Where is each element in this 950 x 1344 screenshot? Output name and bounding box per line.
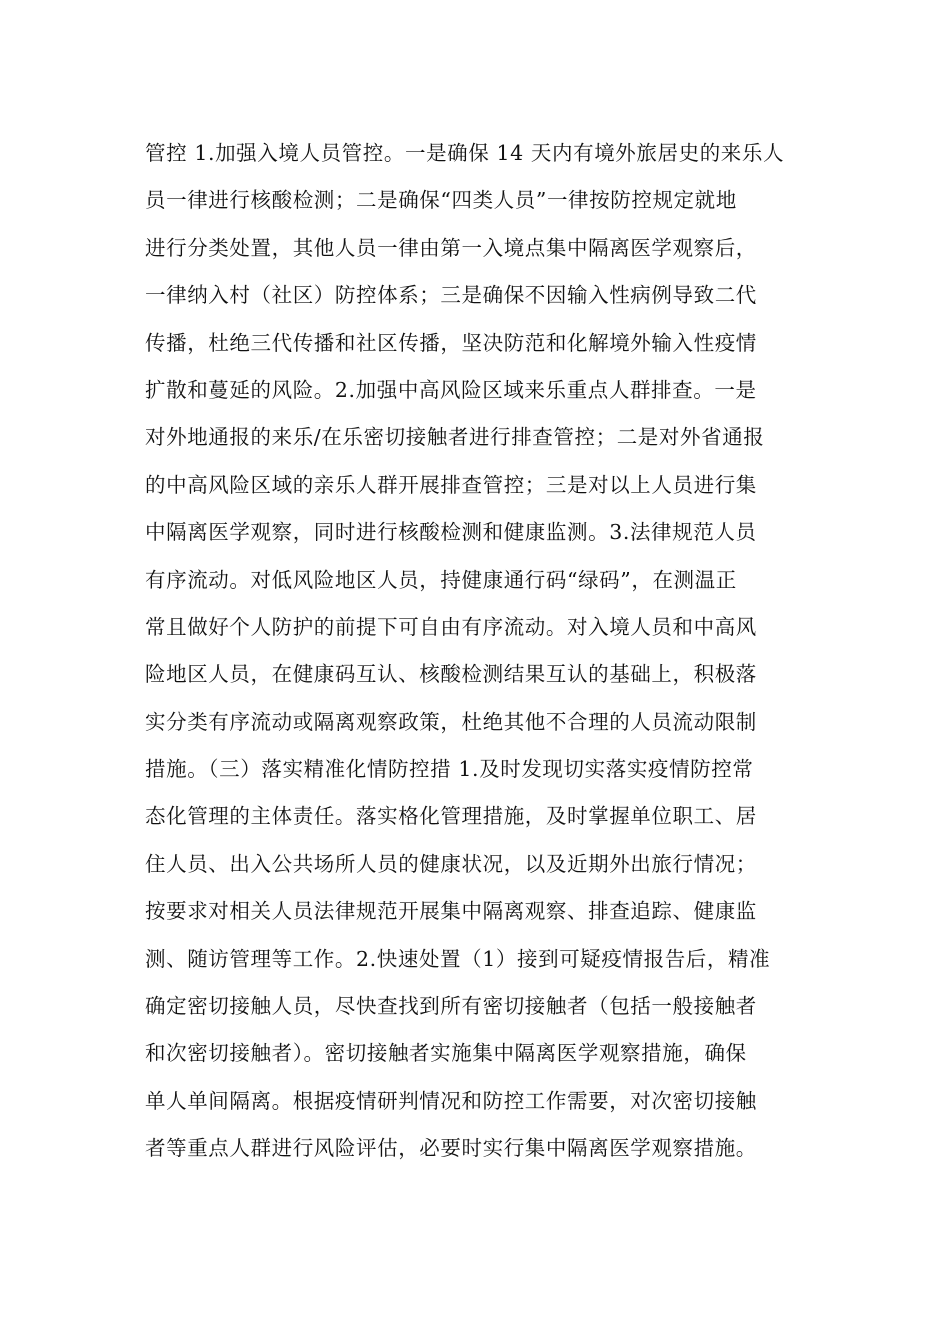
text-line-13: 实分类有序流动或隔离观察政策，杜绝其他不合理的人员流动限制: [145, 709, 757, 734]
text-line-18: 测、随访管理等工作。2.快速处置（1）接到可疑疫情报告后，精准: [145, 946, 771, 971]
text-line-14: 措施。（三）落实精准化情防控措 1.及时发现切实落实疫情防控常: [145, 757, 754, 782]
text-line-12: 险地区人员，在健康码互认、核酸检测结果互认的基础上，积极落: [145, 662, 757, 687]
text-line-3: 进行分类处置，其他人员一律由第一入境点集中隔离医学观察后，: [145, 235, 757, 260]
text-line-16: 住人员、出入公共场所人员的健康状况，以及近期外出旅行情况；: [145, 851, 757, 876]
text-line-1: 管控 1.加强入境人员管控。一是确保 14 天内有境外旅居史的来乐人: [145, 141, 785, 165]
text-line-2: 员一律进行核酸检测；二是确保“四类人员”一律按防控规定就地: [145, 188, 737, 213]
text-line-6: 扩散和蔓延的风险。2.加强中高风险区域来乐重点人群排查。一是: [145, 377, 757, 402]
text-line-19: 确定密切接触人员，尽快查找到所有密切接触者（包括一般接触者: [145, 994, 757, 1019]
text-line-11: 常且做好个人防护的前提下可自由有序流动。对入境人员和中高风: [145, 614, 757, 639]
text-line-22: 者等重点人群进行风险评估，必要时实行集中隔离医学观察措施。: [145, 1136, 757, 1161]
text-line-10: 有序流动。对低风险地区人员，持健康通行码“绿码”，在测温正: [145, 567, 737, 592]
text-line-20: 和次密切接触者）。密切接触者实施集中隔离医学观察措施，确保: [145, 1041, 747, 1066]
text-line-4: 一律纳入村（社区）防控体系；三是确保不因输入性病例导致二代: [145, 283, 757, 308]
text-line-8: 的中高风险区域的亲乐人群开展排查管控；三是对以上人员进行集: [145, 472, 757, 497]
text-line-15: 态化管理的主体责任。落实格化管理措施，及时掌握单位职工、居: [145, 804, 757, 829]
text-line-7: 对外地通报的来乐/在乐密切接触者进行排查管控；二是对外省通报: [145, 425, 765, 450]
body-paragraph: [145, 130, 815, 1173]
text-line-5: 传播，杜绝三代传播和社区传播，坚决防范和化解境外输入性疫情: [145, 330, 757, 355]
text-line-21: 单人单间隔离。根据疫情研判情况和防控工作需要，对次密切接触: [145, 1088, 757, 1113]
text-line-9: 中隔离医学观察，同时进行核酸检测和健康监测。3.法律规范人员: [145, 520, 757, 545]
text-line-17: 按要求对相关人员法律规范开展集中隔离观察、排查追踪、健康监: [145, 899, 757, 924]
